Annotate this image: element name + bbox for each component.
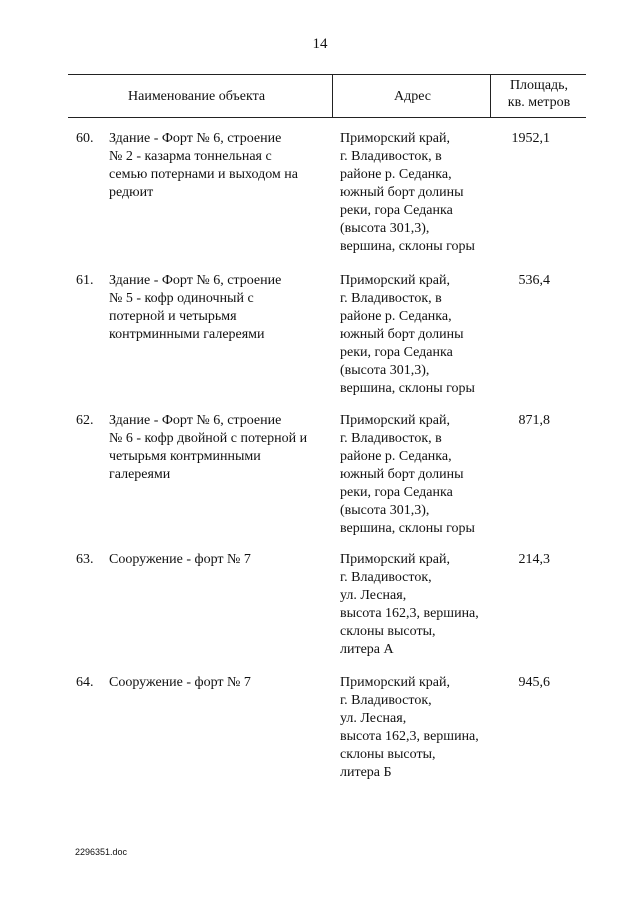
column-divider-left: [332, 74, 333, 117]
object-name-line: контрминными галереями: [109, 327, 265, 342]
header-area-line2: кв. метров: [507, 95, 571, 110]
object-name: [109, 412, 329, 484]
object-name-line: Здание - Форт № 6, строение: [109, 131, 282, 146]
header-address: Адрес: [394, 89, 432, 104]
object-address: [340, 130, 500, 256]
object-area: 214,3: [518, 552, 550, 567]
address-line: литера Б: [340, 765, 392, 780]
object-name-line: № 6 - кофр двойной с потерной и: [109, 431, 308, 446]
address-line: реки, гора Седанка: [340, 485, 453, 500]
address-line: г. Владивосток, в: [340, 431, 442, 446]
object-name-line: Сооружение - форт № 7: [109, 675, 251, 690]
address-line: районе р. Седанка,: [340, 449, 452, 464]
address-line: г. Владивосток,: [340, 693, 432, 708]
address-line: Приморский край,: [340, 131, 450, 146]
address-line: склоны высоты,: [340, 747, 436, 762]
address-line: южный борт долины: [340, 185, 464, 200]
address-line: ул. Лесная,: [340, 711, 407, 726]
address-line: Приморский край,: [340, 675, 450, 690]
object-name-line: четырьмя контрминными: [109, 449, 261, 464]
header-area-line1: Площадь,: [509, 78, 569, 93]
column-divider-right: [490, 74, 491, 117]
address-line: вершина, склоны горы: [340, 381, 475, 396]
row-number: 62.: [76, 413, 94, 428]
object-name-line: семью потернами и выходом на: [109, 167, 298, 182]
address-line: высота 162,3, вершина,: [340, 729, 479, 744]
object-name-line: № 5 - кофр одиночный с: [109, 291, 254, 306]
address-line: Приморский край,: [340, 413, 450, 428]
header-area: [494, 77, 584, 111]
object-address: [340, 412, 500, 538]
address-line: высота 162,3, вершина,: [340, 606, 479, 621]
object-name-line: редюит: [109, 185, 154, 200]
object-name-line: № 2 - казарма тоннельная с: [109, 149, 272, 164]
object-name: [109, 551, 329, 569]
object-name: [109, 674, 329, 692]
address-line: Приморский край,: [340, 273, 450, 288]
object-address: [340, 551, 500, 659]
object-name-line: галереями: [109, 467, 171, 482]
address-line: южный борт долины: [340, 467, 464, 482]
address-line: (высота 301,3),: [340, 503, 430, 518]
object-area: 536,4: [518, 273, 550, 288]
row-number: 63.: [76, 552, 94, 567]
address-line: реки, гора Седанка: [340, 345, 453, 360]
address-line: реки, гора Седанка: [340, 203, 453, 218]
object-name-line: Здание - Форт № 6, строение: [109, 413, 282, 428]
object-address: [340, 674, 500, 782]
address-line: (высота 301,3),: [340, 363, 430, 378]
object-name: [109, 272, 329, 344]
address-line: (высота 301,3),: [340, 221, 430, 236]
object-name-line: Здание - Форт № 6, строение: [109, 273, 282, 288]
page-number: 14: [312, 36, 328, 52]
address-line: районе р. Седанка,: [340, 167, 452, 182]
object-name-line: потерной и четырьмя: [109, 309, 237, 324]
address-line: г. Владивосток, в: [340, 149, 442, 164]
row-number: 60.: [76, 131, 94, 146]
object-address: [340, 272, 500, 398]
object-area: 1952,1: [511, 131, 550, 146]
address-line: южный борт долины: [340, 327, 464, 342]
address-line: г. Владивосток, в: [340, 291, 442, 306]
address-line: г. Владивосток,: [340, 570, 432, 585]
address-line: Приморский край,: [340, 552, 450, 567]
footer-filename: 2296351.doc: [75, 847, 128, 857]
address-line: вершина, склоны горы: [340, 521, 475, 536]
address-line: литера А: [340, 642, 394, 657]
table-top-rule: [68, 74, 586, 75]
object-area: 945,6: [518, 675, 550, 690]
address-line: ул. Лесная,: [340, 588, 407, 603]
address-line: районе р. Седанка,: [340, 309, 452, 324]
address-line: склоны высоты,: [340, 624, 436, 639]
header-object-name: Наименование объекта: [128, 89, 266, 104]
row-number: 61.: [76, 273, 94, 288]
row-number: 64.: [76, 675, 94, 690]
table-header-rule: [68, 117, 586, 118]
object-name-line: Сооружение - форт № 7: [109, 552, 251, 567]
object-area: 871,8: [518, 413, 550, 428]
object-name: [109, 130, 329, 202]
address-line: вершина, склоны горы: [340, 239, 475, 254]
